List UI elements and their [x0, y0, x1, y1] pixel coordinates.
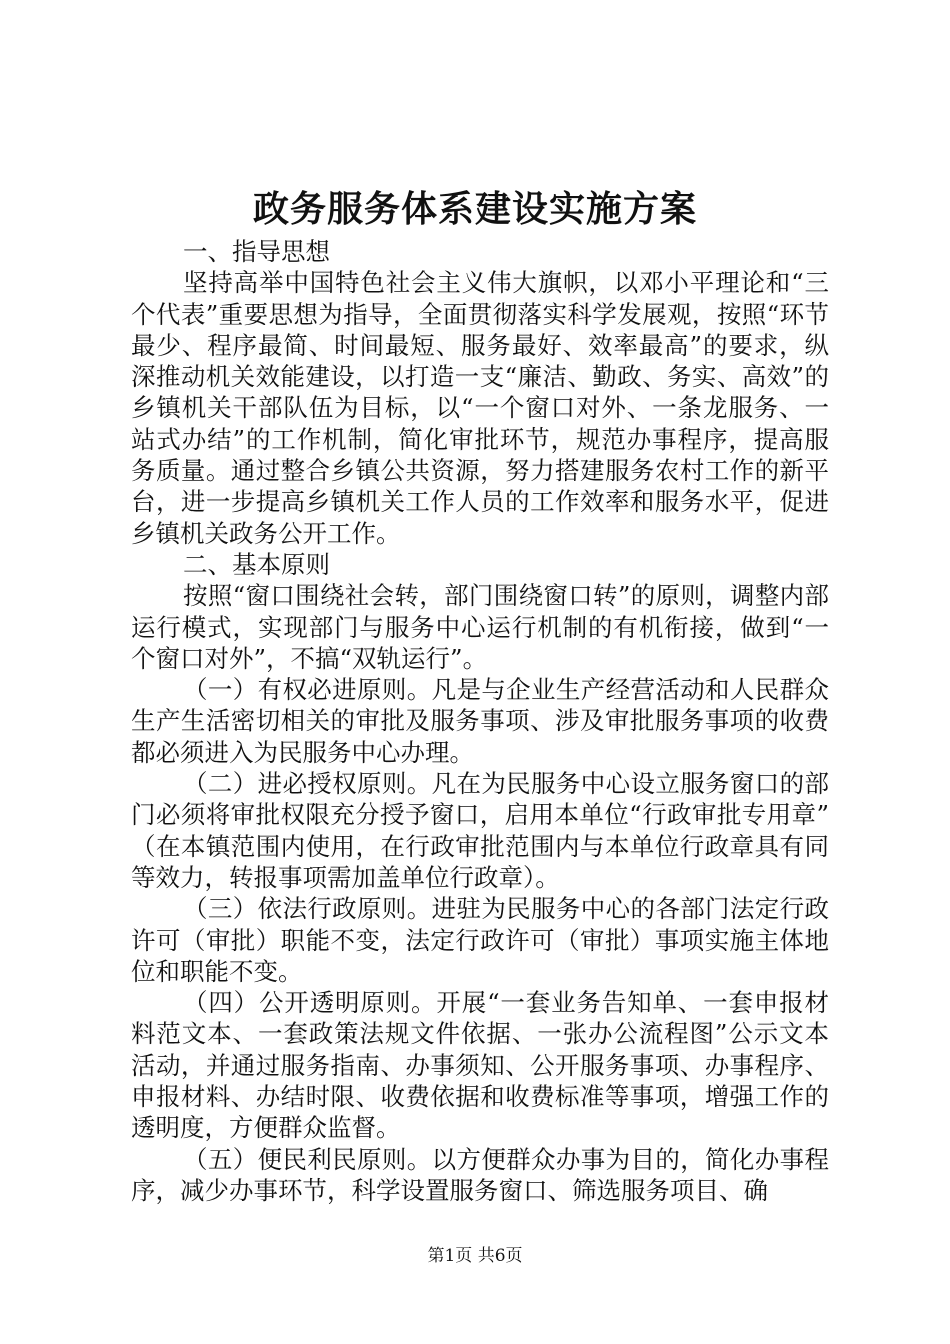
paragraph-basic-principles: 按照“窗口围绕社会转，部门围绕窗口转”的原则，调整内部运行模式，实现部门与服务中心运行机制的有机衔接，做到“一个窗口对外”，不搞“双轨运行”。 [131, 581, 829, 673]
principle-item-3: （三）依法行政原则。进驻为民服务中心的各部门法定行政许可（审批）职能不变，法定行政许可（审批）事项实施主体地位和职能不变。 [131, 894, 829, 986]
section-heading-basic-principles: 二、基本原则 [183, 549, 330, 579]
document-title: 政务服务体系建设实施方案 [252, 188, 697, 230]
principle-item-1: （一）有权必进原则。凡是与企业生产经营活动和人民群众生产生活密切相关的审批及服务事项、涉及审批服务事项的收费都必须进入为民服务中心办理。 [131, 675, 829, 767]
paragraph-guiding-ideology: 坚持高举中国特色社会主义伟大旗帜，以邓小平理论和“三个代表”重要思想为指导，全面贯彻落实科学发展观，按照“环节最少、程序最简、时间最短、服务最好、效率最高”的要求，纵深推动机关效能建设，以打造一支“廉洁、勤政、务实、高效”的乡镇机关干部队伍为目标，以“一个窗口对外、一条龙服务、一站式办结”的工作机制，简化审批环节，规范办事程序，提高服务质量。通过整合乡镇公共资源，努力搭建服务农村工作的新平台，进一步提高乡镇机关工作人员的工作效率和服务水平，促进乡镇机关政务公开工作。 [131, 268, 829, 548]
principle-item-2: （二）进必授权原则。凡在为民服务中心设立服务窗口的部门必须将审批权限充分授予窗口，启用本单位“行政审批专用章”（在本镇范围内使用，在行政审批范围内与本单位行政章具有同等效力，转报事项需加盖单位行政章）。 [131, 769, 829, 892]
section-heading-guiding-ideology: 一、指导思想 [183, 237, 330, 266]
page-number-footer: 第1页 共6页 [427, 1246, 523, 1266]
principle-item-4: （四）公开透明原则。开展“一套业务告知单、一套申报材料范文本、一套政策法规文件依据、一张办公流程图”公示文本活动，并通过服务指南、办事须知、公开服务事项、办事程序、申报材料、办结时限、收费依据和收费标准等事项，增强工作的透明度，方便群众监督。 [131, 988, 829, 1143]
document-body [131, 236, 829, 1206]
principle-item-5: （五）便民利民原则。以方便群众办事为目的，简化办事程序，减少办事环节，科学设置服务窗口、筛选服务项目、确 [131, 1144, 829, 1205]
